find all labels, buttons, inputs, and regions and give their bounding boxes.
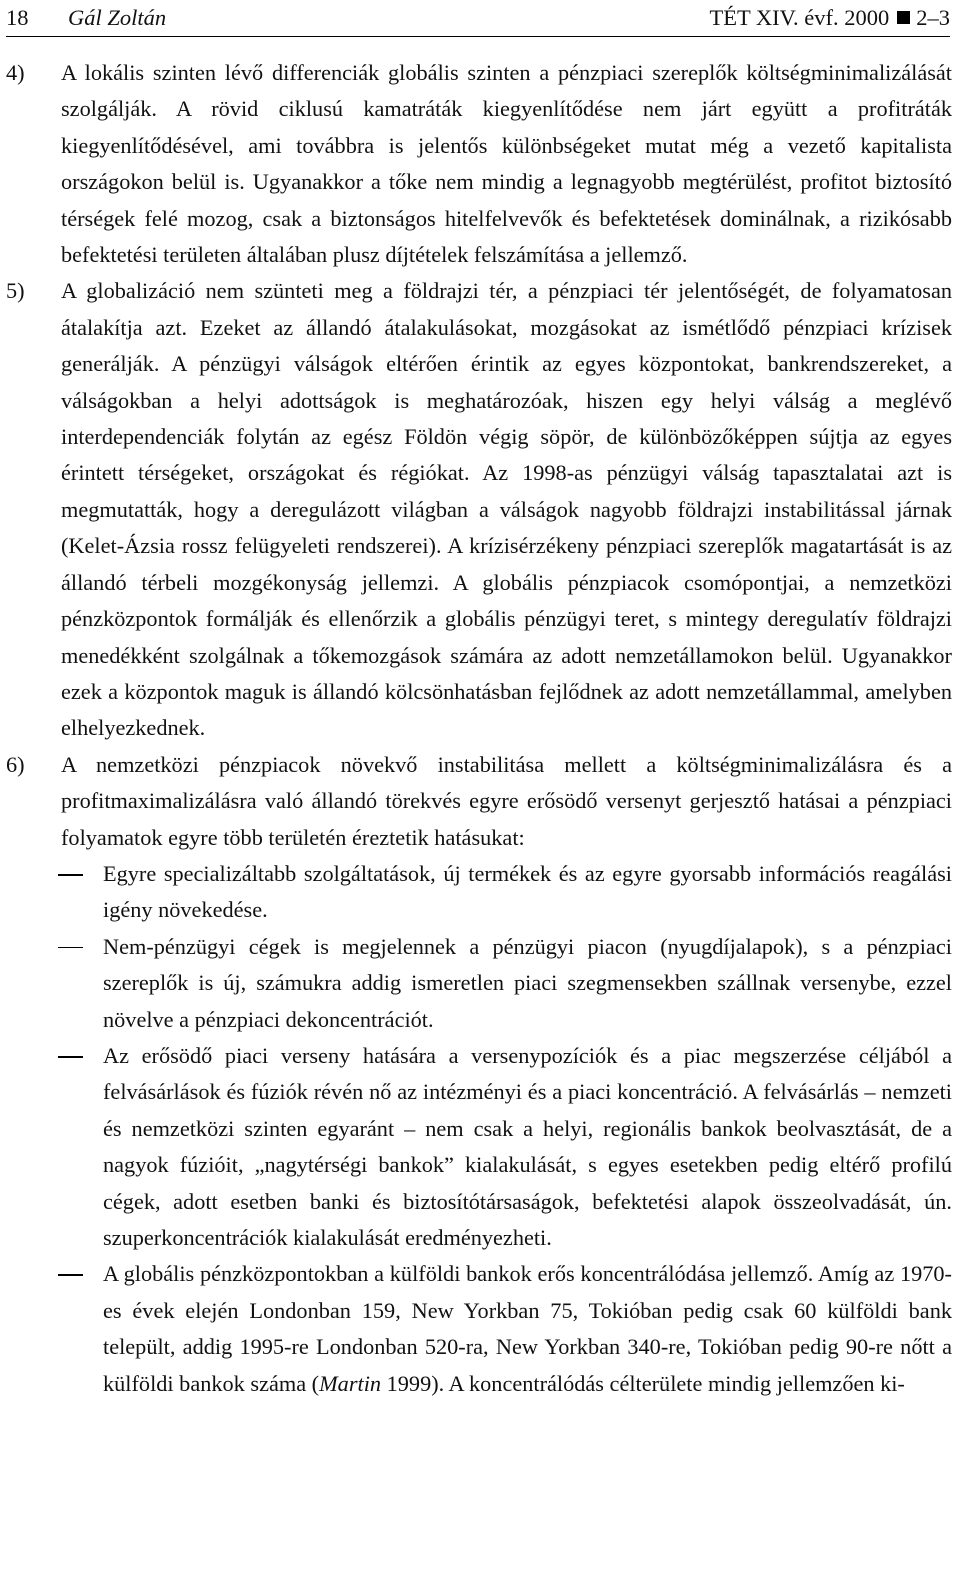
dash-list-item: [6, 856, 952, 929]
dash-item-text: Nem-pénzügyi cégek is megjelennek a pénzügyi piacon (nyugdíjalapok), s a pénzpiaci szereplők is új, számukra addig ismeretlen piaci szegmensekben szállnak versenybe, ezzel növelve a pénzpiaci dekoncentrációt.: [103, 933, 952, 1032]
numbered-item-4: [6, 55, 952, 273]
dash-item-text: [103, 1256, 952, 1402]
journal-info: [709, 0, 950, 36]
dash-bullet-icon: [58, 1274, 83, 1276]
dash-item-text: Egyre specializáltabb szolgáltatások, új termékek és az egyre gyorsabb információs reagálási igény növekedése.: [103, 860, 952, 923]
item-number: 4): [6, 60, 25, 85]
journal-issue: 2–3: [916, 5, 950, 30]
running-header: [6, 0, 950, 37]
numbered-item-5: [6, 273, 952, 746]
dash-item-text-part: A globális pénzközpontokban a külföldi bankok erős koncentrálódása jellemző. Amíg az 1970-es évek elején Londonban 159, New Yorkban 75, Tokióban pedig csak 60 külföldi bank települt, addig 1995-re Londonban 520-ra, New Yorkban 340-re, Tokióban pedig 90-re nőtt a külföldi bankok száma (: [103, 1261, 952, 1396]
dash-item-text: Az erősödő piaci verseny hatására a versenypozíciók és a piac megszerzése céljából a felvásárlások és fúziók révén nő az intézményi és a piaci koncentráció. A felvásárlás – nemzeti és nemzetközi szinten egyaránt – nem csak a helyi, regionális bankok beolvasztását, de a nagyok fúzióit, „nagytérségi bankok” kialakulását, s egyes esetekben pedig eltérő profilú cégek, adott esetben banki és biztosítótársaságok, befektetési alapok összeolvadását, ún. szuperkoncentrációk kialakulását eredményezheti.: [103, 1042, 952, 1250]
numbered-item-6: [6, 747, 952, 856]
page-number: 18: [6, 5, 29, 30]
item-number: 6): [6, 751, 25, 777]
square-bullet-icon: [897, 11, 910, 24]
citation-author: Martin: [319, 1370, 382, 1396]
dash-list-item: [6, 1038, 952, 1256]
dash-item-text-part: 1999). A koncentrálódás célterülete mindig jellemzően ki-: [381, 1370, 905, 1396]
page-body: [6, 55, 952, 1402]
dash-bullet-icon: [58, 1056, 83, 1058]
dash-bullet-icon: [58, 947, 83, 949]
dash-list-item: [6, 929, 952, 1038]
item-text: A nemzetközi pénzpiacok növekvő instabilitása mellett a költségminimalizálásra és a profitmaximalizálásra való állandó törekvés egyre erősödő versenyt gerjesztő hatásai a pénzpiaci folyamatok egyre több területén éreztetik hatásukat:: [61, 751, 952, 850]
journal-volume: TÉT XIV. évf. 2000: [709, 5, 890, 30]
item-text: A globalizáció nem szünteti meg a földrajzi tér, a pénzpiaci tér jelentőségét, de folyamatosan átalakítja azt. Ezeket az állandó átalakulásokat, mozgásokat az ismétlődő pénzpiaci krízisek generálják. A pénzügyi válságok eltérően érintik az egyes központokat, bankrendszereket, a válságokban a helyi adottságok is meghatározóak, hiszen egy helyi válság a meglévő interdependenciák folytán az egész Földön végig söpör, de különbözőképpen sújtja az egyes érintett térségeket, országokat és régiókat. Az 1998-as pénzügyi válság tapasztalatai azt is megmutatták, hogy a deregulázott világban a válságok nagyobb földrajzi instabilitással járnak (Kelet-Ázsia rossz felügyeleti rendszerei). A krízisérzékeny pénzpiaci szereplők magatartását is az állandó térbeli mozgékonyság jellemzi. A globális pénzpiacok csomópontjai, a nemzetközi pénzközpontok formálják és ellenőrzik a globális pénzügyi teret, s mintegy deregulatív földrajzi menedékként szolgálnak a tőkemozgások számára az adott nemzetállamokon belül. Ugyanakkor ezek a központok maguk is állandó kölcsönhatásban fejlődnek az adott nemzetállammal, amelyben elhelyezkednek.: [61, 278, 952, 741]
dash-list-item: [6, 1256, 952, 1402]
dash-list: [6, 856, 952, 1402]
dash-bullet-icon: [58, 874, 83, 876]
running-author: Gál Zoltán: [68, 5, 167, 30]
item-text: A lokális szinten lévő differenciák globális szinten a pénzpiaci szereplők költségminimalizálását szolgálják. A rövid ciklusú kamatráták kiegyenlítődése nem járt együtt a profitráták kiegyenlítődésével, ami továbbra is jelentős különbségeket mutat még a vezető kapitalista országokon belül is. Ugyanakkor a tőke nem mindig a legnagyobb megtérülést, profitot biztosító térségek felé mozog, csak a biztonságos hitelfelvevők és befektetések dominálnak, a rizikósabb befektetési területen általában plusz díjtételek felszámítása a jellemző.: [61, 60, 952, 268]
item-number: 5): [6, 278, 25, 304]
